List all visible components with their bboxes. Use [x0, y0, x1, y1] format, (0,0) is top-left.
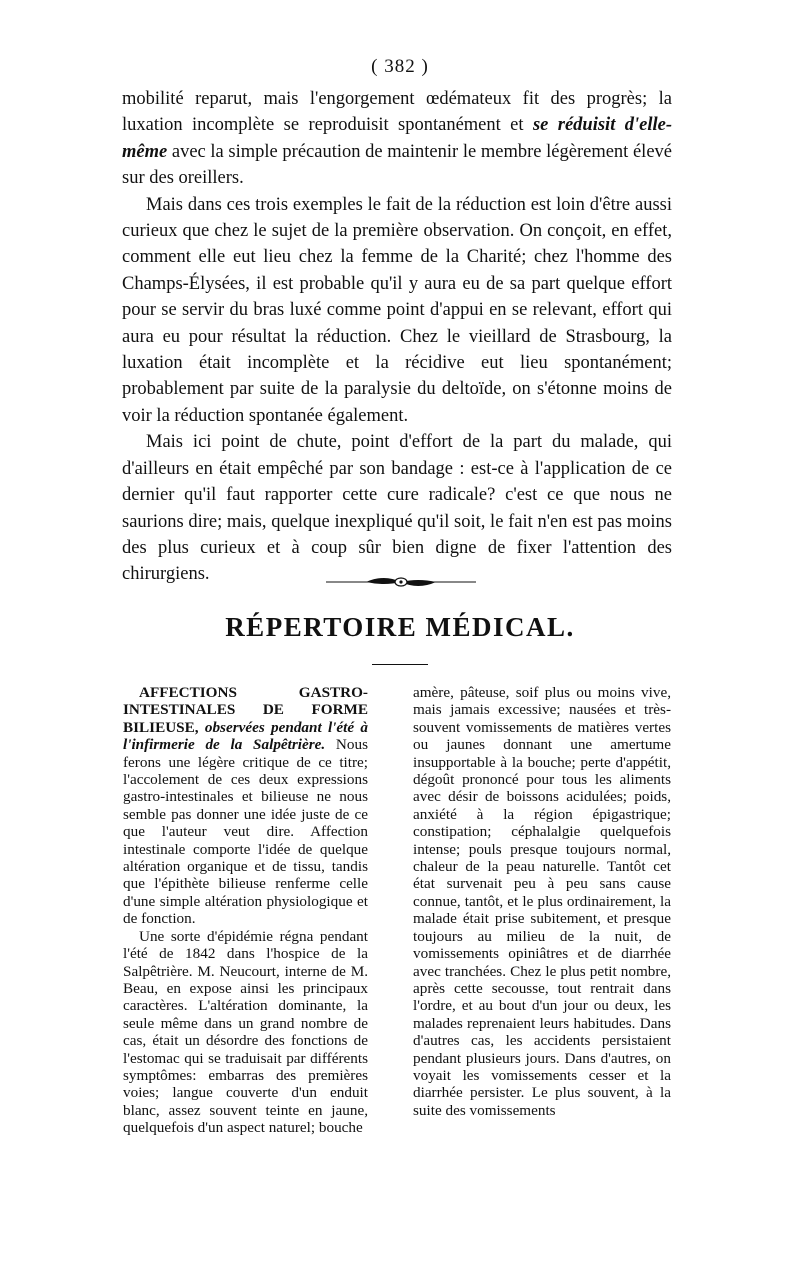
article-paragraph-1 [123, 684, 368, 928]
paragraph-3: Mais ici point de chute, point d'effort de la part du malade, qui d'ailleurs en était empêché par son bandage : est-ce à l'application de ce dernier qu'il faut rapporter cette cure radicale? c'est ce que nous ne saurions dire; mais, quelque inexpliqué qu'il soit, le fait n'en est pas moins des plus curieux et à coup sûr bien digne de fixer l'attention des chirurgiens. [122, 432, 672, 585]
article-paragraph-1-text: Nous ferons une légère critique de ce titre; l'accolement de ces deux expressions gastro-intestinales et bilieuse ne nous semble pas donner une idée juste de ce que l'auteur veut dire. Affection intestinale comporte l'idée de quelque altération organique et de tissu, tandis que l'épithète bilieuse renferme celle d'une simple altération physiologique et de fonction. [123, 736, 368, 928]
article-subheading: observées pendant l'été à l'infirmerie de la Salpêtrière. [123, 718, 368, 754]
paragraph-1-text: mobilité reparut, mais l'engorgement œdémateux fit des progrès; la luxation incomplète se reproduisit spontanément et [122, 89, 672, 136]
article-heading: AFFECTIONS GASTRO-INTESTINALES DE FORME BILIEUSE, [123, 684, 368, 736]
paragraph-2: Mais dans ces trois exemples le fait de la réduction est loin d'être aussi curieux que chez le sujet de la première observation. On conçoit, en effet, comment elle eut lieu chez la femme de la Charité; chez l'homme des Champs-Élysées, il est probable qu'il y aura eu de sa part quelque effort pour se servir du bras luxé comme point d'appui en se relevant, effort qui aura eu pour résultat la réduction. Chez le vieillard de Strasbourg, la luxation était incomplète et la récidive eut lieu spontanément; probablement par suite de la paralysie du deltoïde, on s'étonne moins de voir la réduction spontanée également. [122, 194, 672, 426]
title-rule [372, 664, 428, 665]
section-title: RÉPERTOIRE MÉDICAL. [225, 612, 575, 642]
right-column [413, 684, 671, 1119]
left-column [123, 684, 368, 1137]
paragraph-1-emphasis: se réduisit d'elle-même [122, 115, 673, 162]
article-paragraph-2: Une sorte d'épidémie régna pendant l'été de 1842 dans l'hospice de la Salpêtrière. M. Neucourt, interne de M. Beau, en expose ainsi les principaux caractères. L'altération dominante, la seule même dans un grand nombre de cas, était un désordre des fonctions de l'estomac qui se traduisait par différents symptômes: embarras des premières voies; langue couverte d'un enduit blanc, assez souvent teinte en jaune, quelquefois d'un aspect naturel; bouche [123, 927, 368, 1137]
article-paragraph-3: amère, pâteuse, soif plus ou moins vive, mais jamais excessive; nausées et très-souvent vomissements de matières vertes ou jaunes donnant une amertume insupportable à la bouche; perte d'appétit, dégoût prononcé pour tous les aliments avec désir de boissons acidulées; poids, anxiété à la région épigastrique; constipation; céphalalgie quelquefois intense; pouls presque toujours normal, chaleur de la peau naturelle. Tantôt cet état survenait peu à peu sans cause connue, tantôt, et le plus ordinairement, la malade était prise subitement, et presque toujours au milieu de la nuit, de vomissements opiniâtres et de diarrhée avec tranchées. Chez le plus petit nombre, après cette secousse, tout rentrait dans l'ordre, et au bout d'un jour ou deux, les malades reprenaient leurs habitudes. Dans d'autres cas, les accidents persistaient pendant plusieurs jours. Dans d'autres, on voyait les vomissements cesser et la diarrhée persister. Le plus souvent, à la suite des vomissements [413, 684, 671, 1119]
ornament-divider [326, 572, 476, 592]
page-number: ( 382 ) [371, 56, 429, 77]
top-text-block [122, 86, 672, 588]
paragraph-1-text-end: avec la simple précaution de maintenir le membre légèrement élevé sur des oreillers. [122, 141, 672, 189]
paragraph-1 [122, 86, 672, 192]
